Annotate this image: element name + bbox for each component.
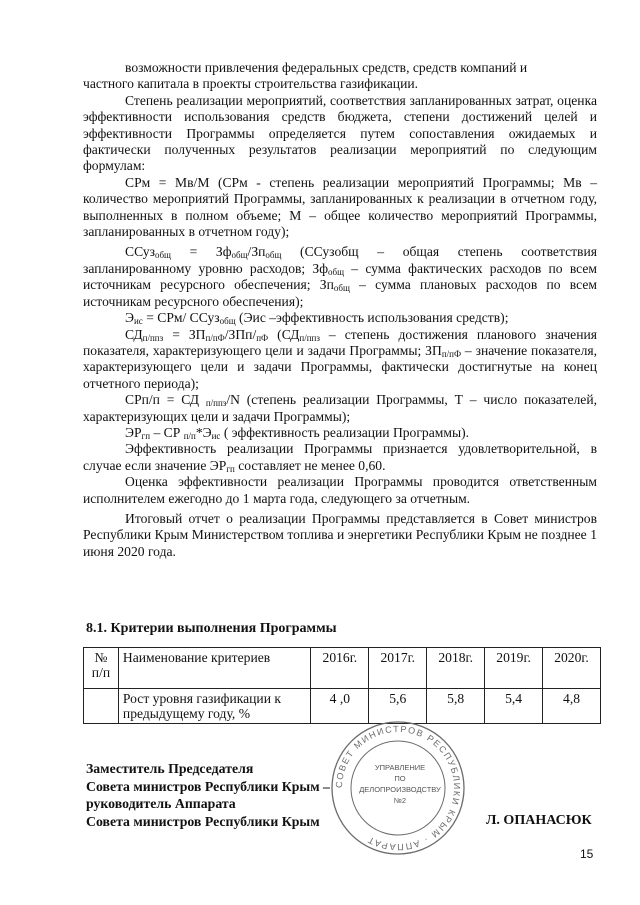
formula-ergp: $ЭР_{гп}$ – СР $_{п/п}*Э_{ис}$ ( эффективность реализации Программы). [125,424,470,441]
stamp-line4: №2 [393,796,407,805]
header-cell-2019: 2019г. [485,648,543,689]
cell-num [84,689,119,724]
criteria-table [83,647,601,724]
stamp-seal-icon [328,718,468,858]
paragraph-continued-line2: частного капитала в проекты строительства газификации. [83,76,419,92]
cell-value-2019: 5,4 [485,689,543,724]
stamp-line3: ДЕЛОПРОИЗВОДСТВУ [359,785,441,794]
header-cell-2020: 2020г. [543,648,601,689]
cell-value-2020: 4,8 [543,689,601,724]
body-text [83,60,597,560]
cell-criterion-name: Рост уровня газификации к предыдущему году, % [118,689,310,724]
header-cell-2018: 2018г. [427,648,485,689]
table-header-row [84,648,601,689]
cell-value-2016: 4 ,0 [311,689,369,724]
office-stamp [328,718,468,863]
signatory-name: Л. ОПАНАСЮК [486,813,592,828]
formula-eis: $Э_{ис} = СРм/$ ССуз$_{общ}$ (Эис –эффективность использования средств); [125,310,509,327]
signature-title-line3: руководитель Аппарата [86,796,236,811]
formula-ssuz: ССуз$_{общ}$ = $Зф_{общ}/Зп_{общ}$ (ССузобщ – общая степень соответствия запланированному уровню расходов; $Зф_{общ}$ – сумма фактических расходов по всем источникам ресурсного обеспечения; $Зп_{общ}$ – сумма плановых расходов по всем источникам ресурсного обеспечения); [83,244,597,309]
stamp-ring-text: СОВЕТ МИНИСТРОВ РЕСПУБЛИКИ КРЫМ · АППАРАТ [333,723,463,853]
signature-title-line4: Совета министров Республики Крым [86,813,320,829]
page-number: 15 [580,847,594,861]
cell-value-2017: 5,6 [369,689,427,724]
header-cell-name: Наименование критериев [118,648,310,689]
stamp-line1: УПРАВЛЕНИЕ [374,763,426,772]
header-cell-2017: 2017г. [369,648,427,689]
cell-value-2018: 5,8 [427,689,485,724]
paragraph-evaluation-deadline: Оценка эффективности реализации Программы проводится ответственным исполнителем ежегодно до 1 марта года, следующего за отчетным. [83,474,597,506]
section-heading: 8.1. Критерии выполнения Программы [86,621,337,636]
paragraph-continued-line1: возможности привлечения федеральных средств, средств компаний и [125,60,528,75]
paragraph-evaluation-method: Степень реализации мероприятий, соответствия запланированных затрат, оценка эффективности использования средств бюджета, степени достижений целей и эффективности Программы определяется путем сопоставления ожидаемых и фактически полученных результатов реализации мероприятий по следующим формулам: [83,92,597,174]
formula-srpp: СРп/п = СД $_{п/ппз}$/N (степень реализации Программы, Т – число показателей, характеризующих цели и задачи Программы); [83,392,597,424]
formula-srm: СРм = Мв/М (СРм - степень реализации мероприятий Программы; Мв – количество мероприятий Программы, запланированных к реализации в отчетном году, выполненных в полном объеме; М – общее количество мероприятий Программы, запланированных в отчетном году); [83,174,597,240]
signature-block [86,760,330,830]
paragraph-effectiveness: Эффективность реализации Программы признается удовлетворительной, в случае если значение $ЭР_{гп}$ составляет не менее 0,60. [83,441,597,474]
header-cell-num: № п/п [84,648,119,689]
signature-title-line1: Заместитель Председателя [86,761,254,776]
signature-title-line2: Совета министров Республики Крым – [86,778,330,794]
formula-sd: $СД_{п/ппз} = ЗП_{п/пФ}/ЗПп/_{пФ}$ ($СД_{п/ппз}$ – степень достижения планового значения показателя, характеризующего цели и задачи Программы; $ЗП_{п/пФ}$ – значение показателя, характеризующего цели и задачи Программы, фактически достигнутые на конец отчетного периода); [83,326,598,391]
stamp-line2: ПО [394,774,406,783]
paragraph-final-report: Итоговый отчет о реализации Программы представляется в Совет министров Республики Крым Министерством топлива и энергетики Республики Крым не позднее 1 июня 2020 года. [83,510,597,559]
header-cell-2016: 2016г. [311,648,369,689]
